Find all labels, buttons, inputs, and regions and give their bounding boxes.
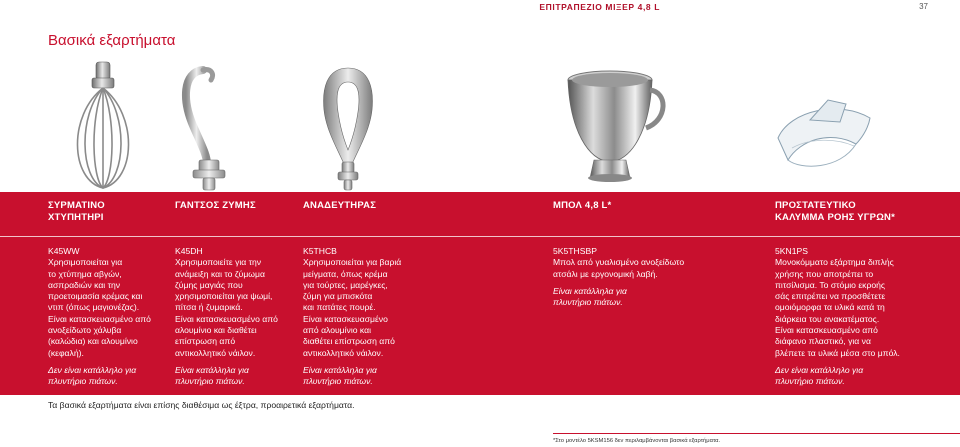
accessory-name: ΑΝΑΔΕΥΤΗΡΑΣ [303, 200, 377, 211]
accessory-description: Χρησιμοποιείτε για την ανάμειξη και το ζύμωμα ζύμης μαγιάς που χρησιμοποιείται για ψωμί, πίτσα ή ζυμαρικά. Είναι κατασκευασμένο από αλουμίνιο και διαθέτει επίστρωση από αντικολλητικό νάιλον. [175, 257, 278, 358]
accessory-column-bowl [553, 200, 723, 308]
panel-divider [0, 236, 960, 237]
accessory-column-flat-beater [303, 200, 428, 387]
accessory-description: Μονοκόμματο εξάρτημα διπλής χρήσης που αποτρέπει το πιτσίλισμα. Το στόμιο εκροής σάς επιτρέπει να προσθέτετε ομοιόμορφα τα υλικά κατά τη διάρκεια του ανακατέματος. Είναι κατασκευασμένο από διάφανο πλαστικό, για να βλέπετε τα υλικά μέσα στο μπόλ. [775, 257, 900, 358]
pouring-shield-icon [770, 60, 880, 192]
accessory-name: ΓΑΝΤΣΟΣ ΖΥΜΗΣ [175, 200, 256, 211]
dishwasher-note: Δεν είναι κατάλληλο για πλυντήριο πιάτων. [775, 364, 864, 387]
header-title: ΕΠΙΤΡΑΠΕΖΙΟ ΜΙΞΕΡ 4,8 L [539, 2, 660, 12]
accessory-description: Χρησιμοποιείται για το χτύπημα αβγών, ασπραδιών και την προετοιμασία κρέμας και ντιπ (όπως μαγιονέζας). Είναι κατασκευασμένο από ανοξείδωτο χάλυβα (καλώδια) και αλουμίνιο (κεφαλή). [48, 257, 151, 358]
accessory-column-pouring-shield [775, 200, 935, 387]
dishwasher-note: Είναι κατάλληλα για πλυντήριο πιάτων. [303, 364, 377, 387]
dishwasher-note: Είναι κατάλληλα για πλυντήριο πιάτων. [175, 364, 249, 387]
flat-beater-icon [318, 60, 378, 192]
accessory-code: K5THCB [303, 246, 337, 256]
accessory-column-dough-hook [175, 200, 290, 387]
accessory-description: Μπολ από γυαλισμένο ανοξείδωτο ατσάλι με εργονομική λαβή. [553, 257, 685, 279]
dishwasher-note: Είναι κατάλληλα για πλυντήριο πιάτων. [553, 285, 627, 308]
wire-whip-icon [58, 60, 148, 192]
accessory-code: K45WW [48, 246, 80, 256]
accessory-name: ΠΡΟΣΤΑΤΕΥΤΙΚΟ ΚΑΛΥΜΜΑ ΡΟΗΣ ΥΓΡΩΝ* [775, 200, 895, 223]
accessory-name: ΜΠΟΛ 4,8 L* [553, 200, 612, 211]
accessory-code: 5K5THSBP [553, 246, 597, 256]
footnote-divider [553, 433, 960, 434]
accessory-description: Χρησιμοποιείται για βαριά μείγματα, όπως κρέμα για τούρτες, μαρέγκες, ζύμη για μπισκότα και πατάτες πουρέ. Είναι κατασκευασμένο από αλουμίνιο και διαθέτει επίστρωση από αντικολλητικό νάιλον. [303, 257, 402, 358]
accessory-column-wire-whip [48, 200, 163, 387]
accessory-code: 5KN1PS [775, 246, 808, 256]
accessory-name: ΣΥΡΜΑΤΙΝΟ ΧΤΥΠΗΤΗΡΙ [48, 200, 105, 223]
section-title: Βασικά εξαρτήματα [48, 32, 176, 49]
mixing-bowl-icon [558, 60, 668, 192]
page-header [0, 0, 960, 20]
dough-hook-icon [175, 60, 245, 192]
accessory-code: K45DH [175, 246, 203, 256]
footer-note: Τα βασικά εξαρτήματα είναι επίσης διαθέσιμα ως έξτρα, προαιρετικά εξαρτήματα. [48, 400, 355, 410]
footnote: *Στο μοντέλο 5KSM156 δεν περιλαμβάνονται βασικά εξαρτήματα. [553, 438, 721, 444]
accessory-images [0, 60, 960, 192]
page-number: 37 [919, 2, 928, 11]
dishwasher-note: Δεν είναι κατάλληλο για πλυντήριο πιάτων. [48, 364, 137, 387]
